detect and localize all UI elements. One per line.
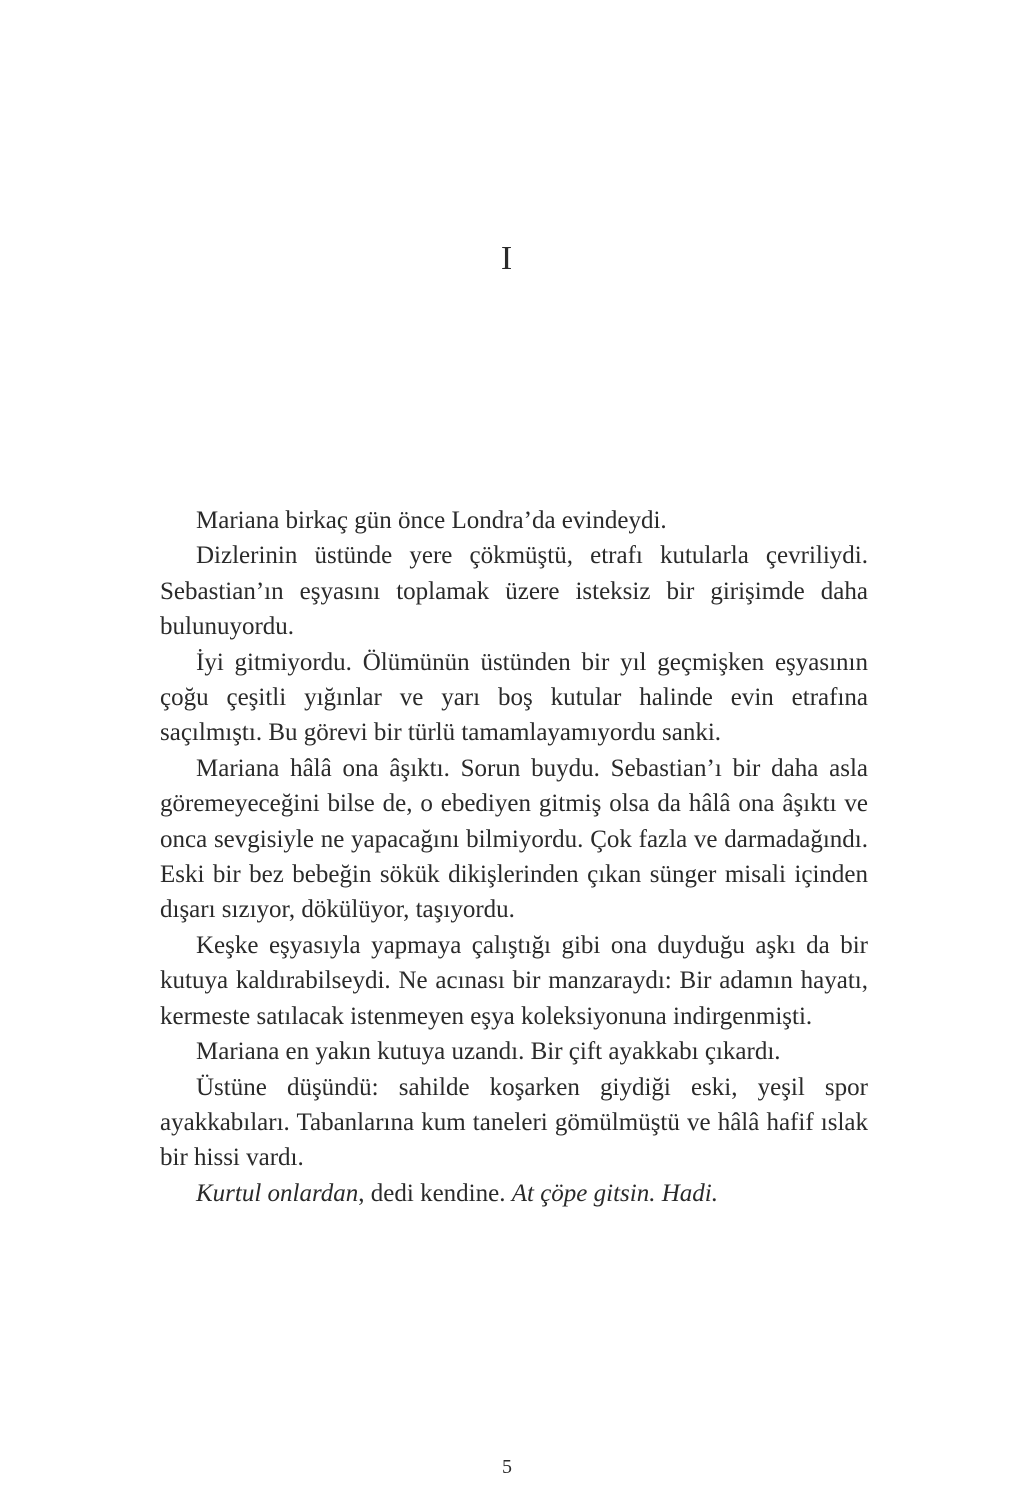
paragraph-1: Mariana birkaç gün önce Londra’da evindeydi. bbox=[196, 507, 667, 534]
italic-phrase-2: At çöpe gitsin. Hadi. bbox=[511, 1179, 718, 1207]
paragraph-5: Keşke eşyasıyla yapmaya çalıştığı gibi ona duyduğu aşkı da bir kutuya kaldırabilseydi. Ne acınası bir manzaraydı: Bir adamın hayatı, kermeste satılacak istenmeyen eşya koleksiyonuna indirgenmişti. bbox=[160, 931, 868, 1030]
page-number: 5 bbox=[502, 1456, 512, 1478]
chapter-number: I bbox=[500, 240, 514, 277]
plain-phrase: , dedi kendine. bbox=[358, 1179, 512, 1207]
body-text bbox=[160, 503, 868, 1211]
paragraph-3: İyi gitmiyordu. Ölümünün üstünden bir yıl geçmişken eşyasının çoğu çeşitli yığınlar ve yarı boş kutular halinde evin etrafına saçılmıştı. Bu görevi bir türlü tamamlayamıyordu sanki. bbox=[160, 648, 868, 747]
italic-phrase-1: Kurtul onlardan bbox=[196, 1179, 359, 1207]
paragraph-2: Dizlerinin üstünde yere çökmüştü, etrafı kutularla çevriliydi. Sebastian’ın eşyasını toplamak üzere isteksiz bir girişimde daha bulunuyordu. bbox=[160, 542, 868, 641]
paragraph-6: Mariana en yakın kutuya uzandı. Bir çift ayakkabı çıkardı. bbox=[196, 1038, 781, 1066]
paragraph-4: Mariana hâlâ ona âşıktı. Sorun buydu. Sebastian’ı bir daha asla göremeyeceğini bilse de, o ebediyen gitmiş olsa da hâlâ ona âşıktı ve onca sevgisiyle ne yapacağını bilmiyordu. Çok fazla ve darmadağındı. Eski bir bez bebeğin sökük dikişlerinden çıkan sünger misali içinden dışarı sızıyor, dökülüyor, taşıyordu. bbox=[160, 754, 868, 924]
paragraph-7: Üstüne düşündü: sahilde koşarken giydiği eski, yeşil spor ayakkabıları. Tabanlarına kum taneleri gömülmüştü ve hâlâ hafif ıslak bir hissi vardı. bbox=[160, 1073, 868, 1172]
paragraph-8 bbox=[160, 1176, 868, 1211]
